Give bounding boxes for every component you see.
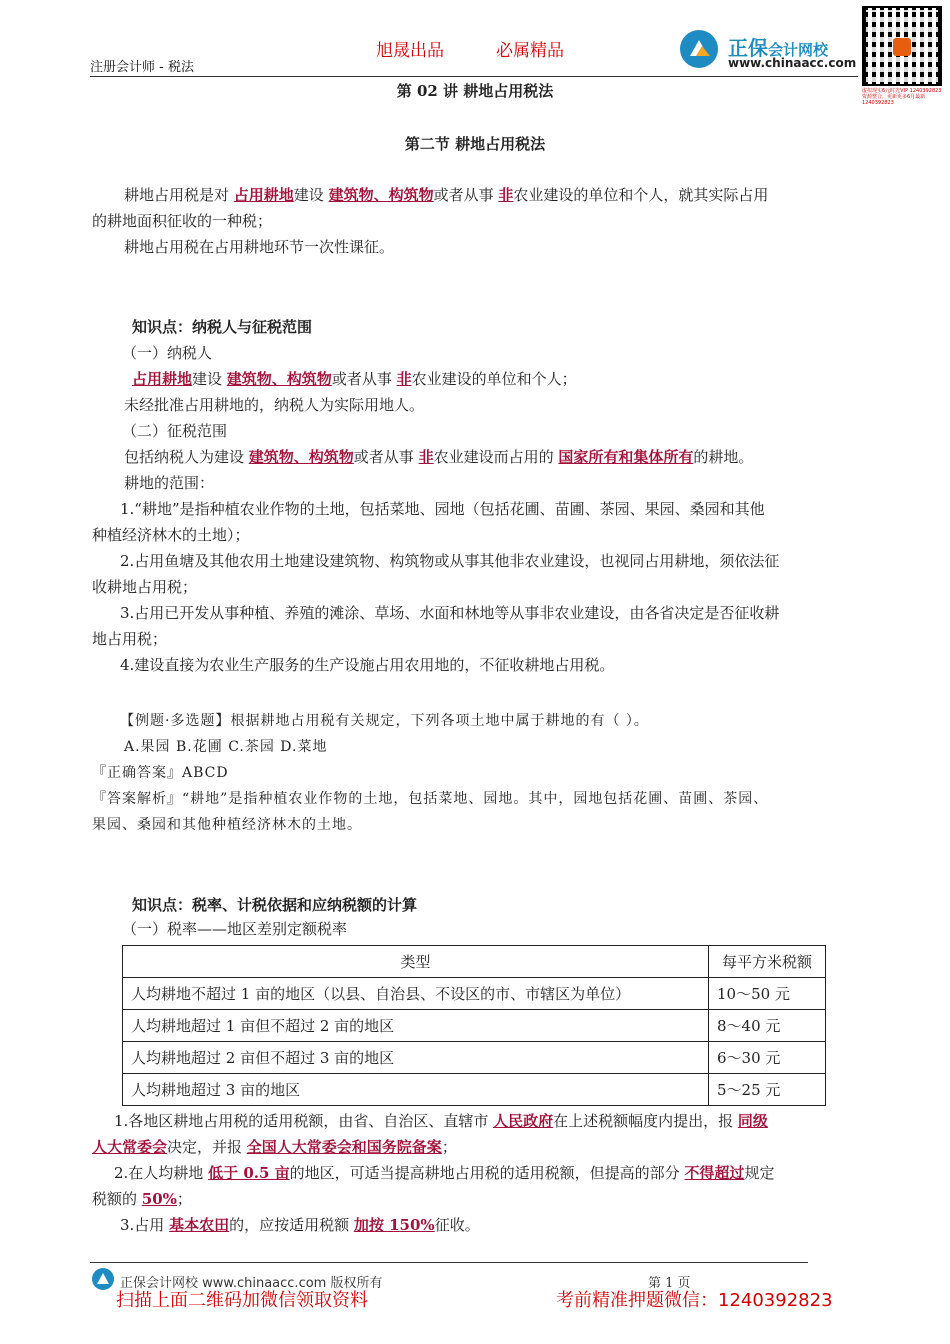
brand-url: www.chinaacc.com xyxy=(728,56,857,70)
slogan-1: 旭晟出品 xyxy=(376,41,444,61)
kp2-block: 知识点：税率、计税依据和应纳税额的计算 （一）税率——地区差别定额税率 xyxy=(92,892,862,940)
footer-copyright: 正保会计网校 www.chinaacc.com 版权所有 xyxy=(120,1276,383,1291)
table-row xyxy=(123,1010,826,1042)
kp2-notes: 1.各地区耕地占用税的适用税额，由省、自治区、直辖市 人民政府在上述税额幅度内提出，报 同级 人大常委会决定，并报 全国人大常委会和国务院备案； 2.在人均耕地 低于 0.5 亩的地区，可适当提高耕地占用税的适用税额，但提高的部分 不得超过规定 税额的 50%； 3.占用 基本农田的，应按适用税额 加按 150%征收。 xyxy=(92,1112,775,1234)
slogan-2: 必属精品 xyxy=(496,41,564,61)
kp1-heading: 知识点：纳税人与征税范围 xyxy=(132,318,313,336)
example-question: 【例题·多选题】根据耕地占用税有关规定，下列各项土地中属于耕地的有（ ）。 xyxy=(120,713,649,729)
header-divider xyxy=(90,76,858,77)
intro-paragraph: 耕地占用税是对 占用耕地建设 建筑物、构筑物或者从事 非农业建设的单位和个人，就其实际占用 的耕地面积征收的一种税； 耕地占用税在占用耕地环节一次性课征。 xyxy=(92,186,769,256)
table-row xyxy=(123,978,826,1010)
table-cell: 人均耕地不超过 1 亩的地区（以县、自治县、不设区的市、市辖区为单位） xyxy=(123,978,709,1010)
qr-badge-icon xyxy=(893,38,911,56)
table-cell: 5～25 元 xyxy=(709,1074,826,1106)
table-row xyxy=(123,1074,826,1106)
lecture-title: 第 02 讲 耕地占用税法 xyxy=(396,82,554,100)
course-label: 注册会计师 - 税法 xyxy=(90,60,194,75)
qr-caption: 虚拟现实6元时光VIP 1240392823 资源整合，更新更多6月最新 1240392823 xyxy=(862,88,942,106)
example-block: 【例题·多选题】根据耕地占用税有关规定，下列各项土地中属于耕地的有（ ）。 A.果园 B.花圃 C.茶园 D.菜地 『正确答案』ABCD 『答案解析』“耕地”是指种植农业作物的土地，包括菜地、园地。其中，园地包括花圃、苗圃、茶园、 果园、桑园和其他种植经济林木的土地。 xyxy=(92,708,872,838)
table-header-row xyxy=(123,946,826,978)
chinaacc-logo-icon xyxy=(680,30,718,68)
table-cell: 6～30 元 xyxy=(709,1042,826,1074)
brand-name: 正保会计网校 xyxy=(728,36,829,60)
table-row xyxy=(123,1042,826,1074)
section-title: 第二节 耕地占用税法 xyxy=(404,135,546,153)
example-answer: 『正确答案』ABCD xyxy=(92,765,229,781)
table-cell: 10～50 元 xyxy=(709,978,826,1010)
kp2-heading: 知识点：税率、计税依据和应纳税额的计算 xyxy=(132,896,418,914)
table-header-cell: 类型 xyxy=(123,946,709,978)
table-cell: 8～40 元 xyxy=(709,1010,826,1042)
footer-page-number: 第 1 页 xyxy=(648,1276,691,1291)
kp1-block: 知识点：纳税人与征税范围 （一）纳税人 占用耕地建设 建筑物、构筑物或者从事 非农业建设的单位和个人； 未经批准占用耕地的，纳税人为实际用地人。 （二）征税范围 包括纳税人为建设 建筑物、构筑物或者从事 非农业建设而占用的 国家所有和集体所有的耕地。 耕地的范围： 1.“耕地”是指种植农业作物的土地，包括菜地、园地（包括花圃、苗圃、茶园、果园、桑园和其他 种植经济林木的土地）； 2.占用鱼塘及其他农用土地建设建筑物、构筑物或从事其他非农业建设，也视同占用耕地，须依法征 收耕地占用税； 3.占用已开发从事种植、养殖的滩涂、草场、水面和林地等从事非农业建设，由各省决定是否征收耕 地占用税； 4.建设直接为农业生产服务的生产设施占用农用地的，不征收耕地占用税。 xyxy=(92,314,862,678)
table-cell: 人均耕地超过 3 亩的地区 xyxy=(123,1074,709,1106)
table-cell: 人均耕地超过 1 亩但不超过 2 亩的地区 xyxy=(123,1010,709,1042)
footer-divider xyxy=(90,1262,808,1263)
table-cell: 人均耕地超过 2 亩但不超过 3 亩的地区 xyxy=(123,1042,709,1074)
tax-rate-table xyxy=(122,945,826,1106)
footer-promo-left: 扫描上面二维码加微信领取资料 xyxy=(116,1290,368,1311)
example-analysis: 『答案解析』“耕地”是指种植农业作物的土地，包括菜地、园地。其中，园地包括花圃、苗圃、茶园、 xyxy=(92,791,769,807)
footer-promo-right: 考前精准押题微信：1240392823 xyxy=(556,1290,833,1311)
example-options: A.果园 B.花圃 C.茶园 D.菜地 xyxy=(124,739,328,755)
table-header-cell: 每平方米税额 xyxy=(709,946,826,978)
footer-logo-icon xyxy=(92,1268,114,1290)
